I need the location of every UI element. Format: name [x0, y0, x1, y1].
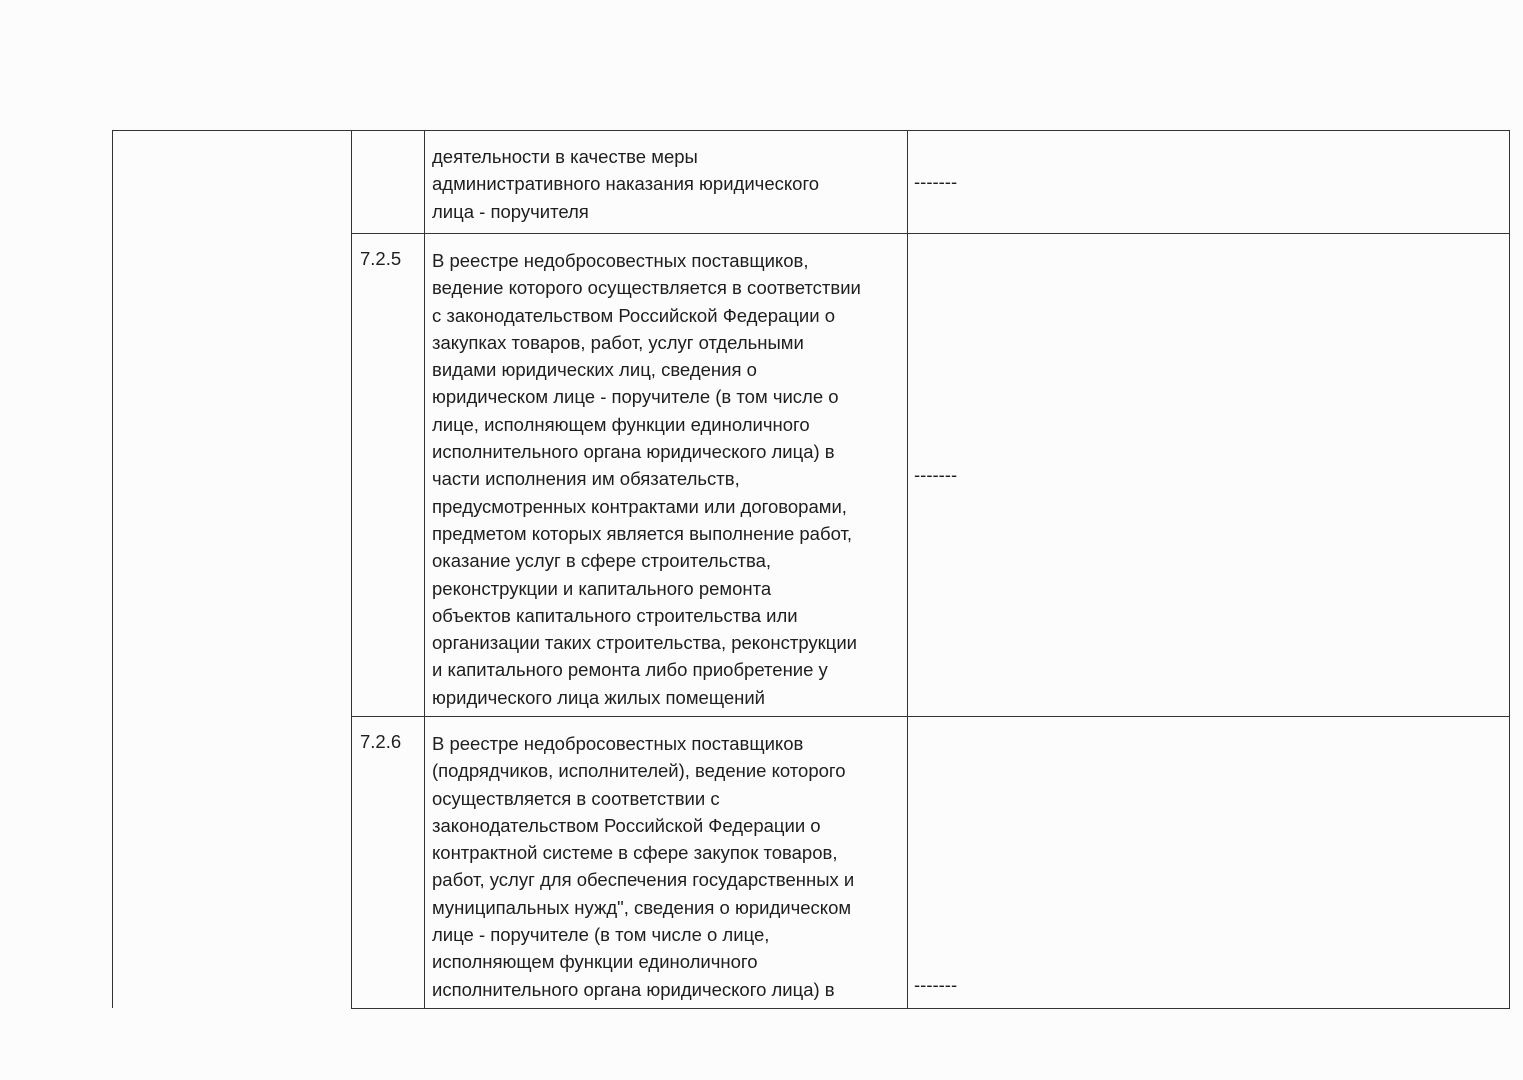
text-line: законодательством Российской Федерации о: [432, 814, 821, 836]
item-value-cell: -------: [908, 717, 1510, 1009]
item-number-cell: [352, 131, 425, 234]
table-row: [352, 234, 1510, 717]
text-line: части исполнения им обязательств,: [432, 468, 740, 490]
item-description-cell: [425, 717, 908, 1009]
table-row: [352, 717, 1510, 1009]
item-value-cell: -------: [908, 234, 1510, 717]
text-line: исполняющем функции единоличного: [432, 951, 758, 973]
item-number-cell: 7.2.6: [352, 717, 425, 1009]
text-line: ведение которого осуществляется в соответствии: [432, 277, 861, 299]
text-line: лице - поручителе (в том числе о лице,: [432, 924, 770, 946]
text-line: предусмотренных контрактами или договорами,: [432, 495, 847, 517]
text-line: видами юридических лиц, сведения о: [432, 359, 757, 381]
item-number-cell: 7.2.5: [352, 234, 425, 717]
text-line: реконструкции и капитального ремонта: [432, 577, 772, 599]
text-line: лице, исполняющем функции единоличного: [432, 413, 810, 435]
text-line: (подрядчиков, исполнителей), ведение которого: [432, 760, 846, 782]
text-line: предметом которых является выполнение работ,: [432, 522, 853, 544]
text-line: осуществляется в соответствии с: [432, 787, 720, 809]
text-line: исполнительного органа юридического лица) в: [432, 441, 835, 463]
text-line: закупках товаров, работ, услуг отдельными: [432, 331, 804, 353]
text-line: административного наказания юридического: [432, 173, 820, 195]
text-line: контрактной системе в сфере закупок товаров,: [432, 842, 838, 864]
text-line: деятельности в качестве меры: [432, 146, 698, 167]
table-row: [352, 131, 1510, 234]
text-line: с законодательством Российской Федерации о: [432, 304, 835, 326]
text-line: юридического лица жилых помещений: [432, 686, 766, 708]
outer-left-column: [112, 130, 352, 1008]
item-description-cell: [425, 131, 908, 234]
text-line: и капитального ремонта либо приобретение у: [432, 659, 828, 681]
text-line: муниципальных нужд", сведения о юридическом: [432, 896, 852, 918]
text-line: юридическом лице - поручителе (в том числе о: [432, 386, 839, 408]
item-value-cell: -------: [908, 131, 1510, 234]
text-line: объектов капитального строительства или: [432, 604, 798, 626]
item-description-cell: [425, 234, 908, 717]
text-line: работ, услуг для обеспечения государственных и: [432, 869, 855, 891]
text-line: лица - поручителя: [432, 200, 589, 222]
text-line: организации таких строительства, реконструкции: [432, 632, 858, 654]
text-line: оказание услуг в сфере строительства,: [432, 550, 772, 572]
text-line: В реестре недобросовестных поставщиков,: [432, 250, 809, 271]
text-line: исполнительного органа юридического лица) в: [432, 978, 835, 1000]
requirements-table: [351, 130, 1510, 1009]
text-line: В реестре недобросовестных поставщиков: [432, 733, 804, 754]
